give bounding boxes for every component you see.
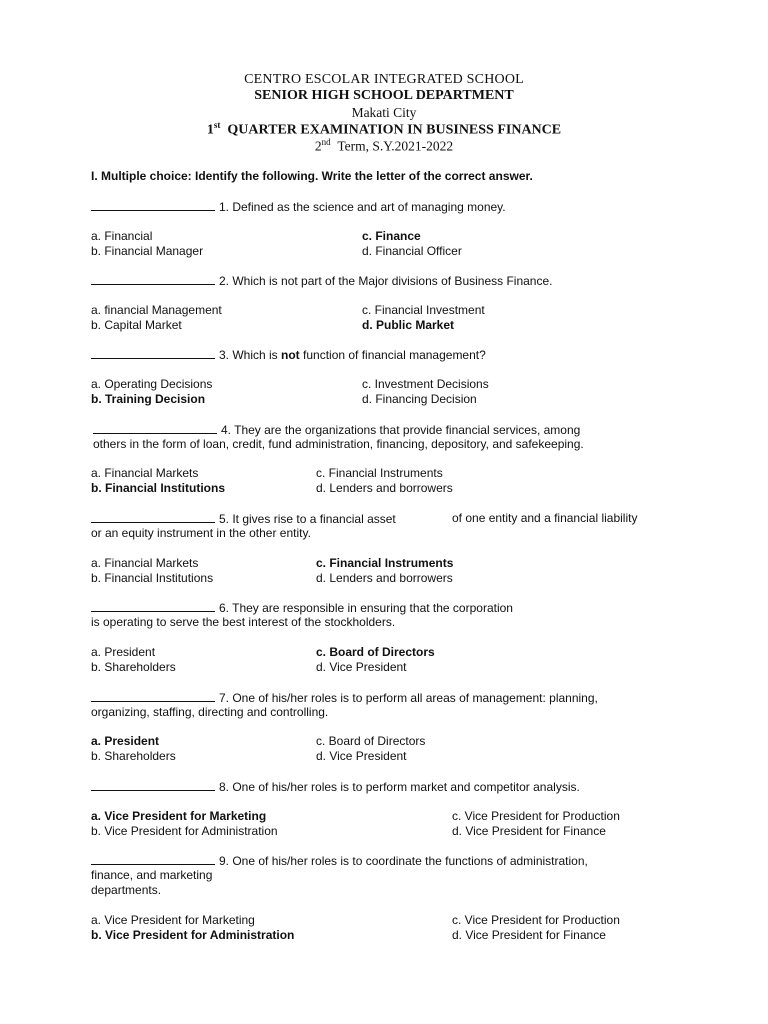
department-name: SENIOR HIGH SCHOOL DEPARTMENT [254, 88, 514, 103]
option: b. Shareholders [91, 749, 176, 763]
term-ordinal: 2 [314, 138, 322, 154]
option: a. Financial Markets [91, 556, 199, 570]
option: d. Vice President for Finance [452, 824, 606, 838]
answer-blank[interactable] [91, 273, 215, 285]
city: Makati City [351, 105, 417, 120]
question-9 [91, 853, 588, 869]
option: b. Financial Manager [91, 244, 204, 258]
answer-blank[interactable] [93, 422, 217, 434]
question-4 [93, 422, 580, 438]
exam-ordinal: 1 [206, 122, 214, 138]
option: c. Vice President for Production [452, 809, 620, 823]
option: d. Vice President for Finance [452, 928, 606, 942]
option: d. Lenders and borrowers [316, 571, 453, 585]
option: c. Financial Investment [362, 303, 485, 317]
question-text-emphasis: not [281, 348, 300, 362]
question-text: 9. One of his/her roles is to coordinate the functions of administration, [219, 854, 588, 868]
option: b. Financial Institutions [91, 571, 214, 585]
question-text: 2. Which is not part of the Major divisions of Business Finance. [219, 274, 553, 288]
question-text: 4. They are the organizations that provide financial services, among [221, 423, 581, 437]
option: b. Vice President for Administration [91, 928, 295, 942]
option: a. Operating Decisions [91, 377, 213, 391]
option: a. Financial [91, 229, 153, 243]
instructions: I. Multiple choice: Identify the following. Write the letter of the correct answer. [91, 169, 533, 183]
question-6 [91, 600, 513, 616]
question-text: function of financial management? [299, 348, 486, 362]
option: c. Financial Instruments [316, 556, 454, 570]
option: a. Vice President for Marketing [91, 913, 255, 927]
answer-blank[interactable] [91, 199, 215, 211]
school-name: CENTRO ESCOLAR INTEGRATED SCHOOL [244, 72, 524, 87]
question-2 [91, 273, 553, 289]
option: d. Vice President [316, 660, 407, 674]
question-text: 7. One of his/her roles is to perform all areas of management: planning, [219, 691, 598, 705]
question-8 [91, 779, 580, 795]
option: a. Vice President for Marketing [91, 809, 267, 823]
option: c. Vice President for Production [452, 913, 620, 927]
option: d. Vice President [316, 749, 407, 763]
answer-blank[interactable] [91, 600, 215, 612]
option: a. Financial Markets [91, 466, 199, 480]
question-6-continuation: is operating to serve the best interest of the stockholders. [91, 615, 396, 629]
option: d. Public Market [362, 318, 455, 332]
question-4-continuation: others in the form of loan, credit, fund administration, financing, depository, and safekeeping. [93, 437, 584, 451]
option: c. Financial Instruments [316, 466, 443, 480]
option: c. Investment Decisions [362, 377, 489, 391]
option: c. Board of Directors [316, 734, 426, 748]
option: d. Financial Officer [362, 244, 462, 258]
question-text: 6. They are responsible in ensuring that the corporation [219, 601, 513, 615]
question-7-continuation: organizing, staffing, directing and controlling. [91, 705, 329, 719]
option: b. Vice President for Administration [91, 824, 278, 838]
option: a. President [91, 645, 156, 659]
exam-title-text: QUARTER EXAMINATION IN BUSINESS FINANCE [227, 122, 562, 138]
option: b. Capital Market [91, 318, 182, 332]
question-9-continuation: finance, and marketing [91, 868, 213, 882]
option: a. financial Management [91, 303, 222, 317]
exam-title [0, 120, 768, 139]
question-3 [91, 347, 486, 363]
question-text: 8. One of his/her roles is to perform market and competitor analysis. [219, 780, 580, 794]
question-5-tail: of one entity and a financial liability [452, 511, 638, 525]
question-text: 3. Which is [219, 348, 282, 362]
answer-blank[interactable] [91, 690, 215, 702]
answer-blank[interactable] [91, 779, 215, 791]
term-line [0, 137, 768, 155]
option: c. Finance [362, 229, 421, 243]
answer-blank[interactable] [91, 511, 215, 523]
option: d. Financing Decision [362, 392, 477, 406]
term-text: Term, S.Y.2021-2022 [337, 138, 454, 154]
question-text: 1. Defined as the science and art of managing money. [219, 200, 506, 214]
answer-blank[interactable] [91, 853, 215, 865]
option: c. Board of Directors [316, 645, 435, 659]
answer-blank[interactable] [91, 347, 215, 359]
question-9-continuation: departments. [91, 883, 162, 897]
option: b. Training Decision [91, 392, 206, 406]
term-ordinal-suffix: nd [321, 137, 331, 147]
exam-ordinal-suffix: st [213, 120, 221, 130]
option: a. President [91, 734, 160, 748]
question-5 [91, 511, 396, 527]
question-5-continuation: or an equity instrument in the other entity. [91, 526, 311, 540]
option: d. Lenders and borrowers [316, 481, 453, 495]
option: b. Shareholders [91, 660, 176, 674]
question-1 [91, 199, 506, 215]
question-7 [91, 690, 598, 706]
option: b. Financial Institutions [91, 481, 226, 495]
question-text: 5. It gives rise to a financial asset [219, 512, 396, 526]
